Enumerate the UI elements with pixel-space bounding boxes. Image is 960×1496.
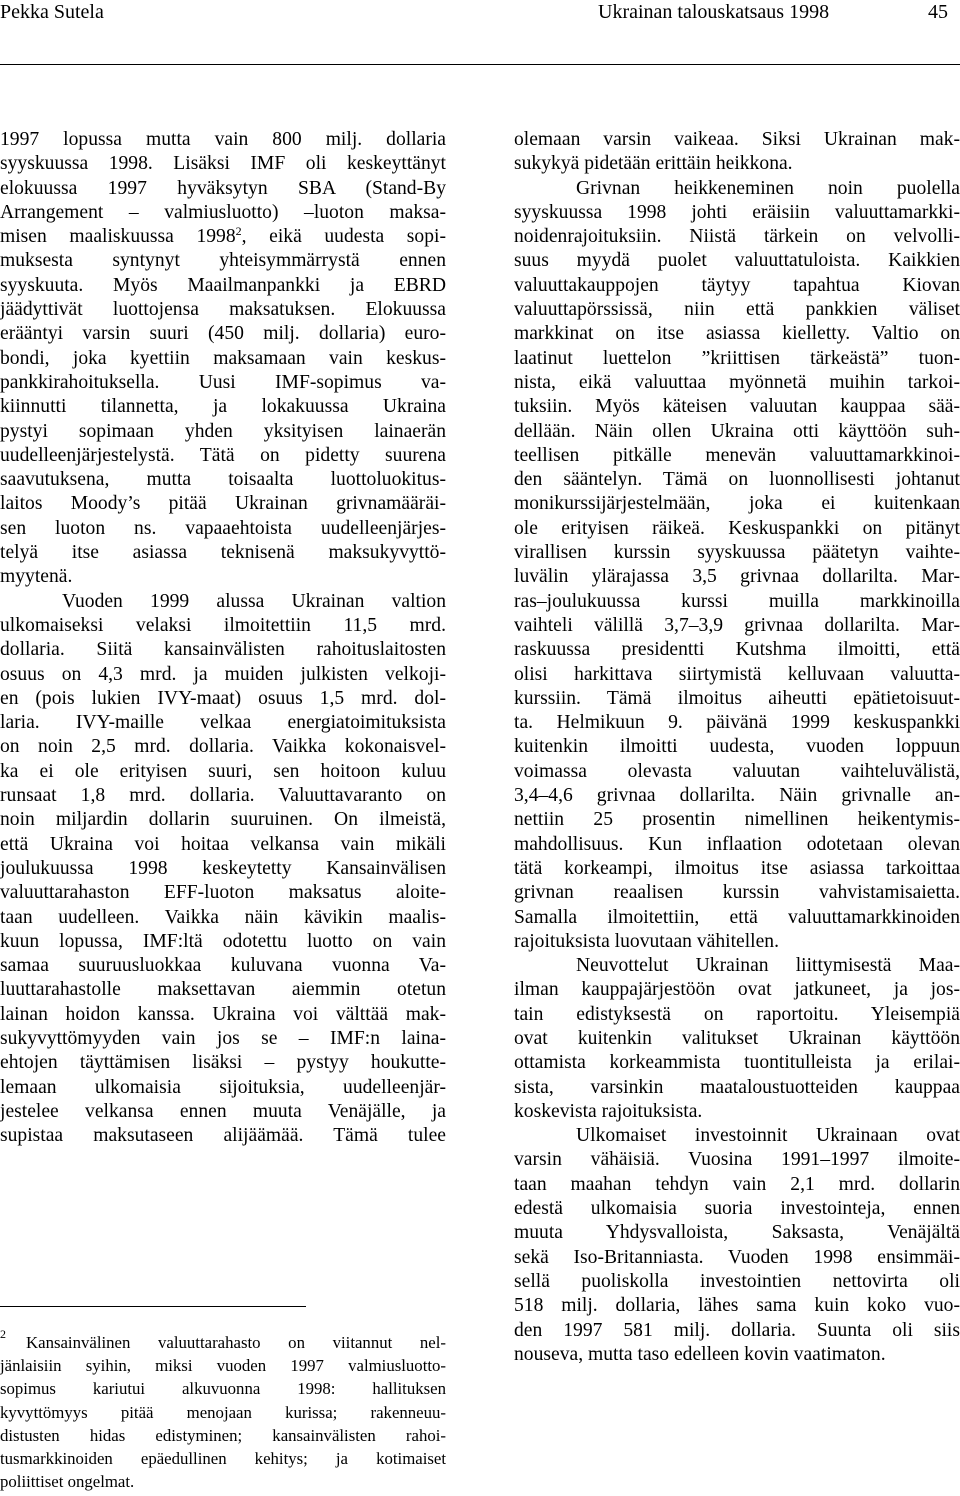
footnote-line: distusten hidas edistyminen; kansainvälisten rahoi- xyxy=(0,1425,446,1445)
text-line: ilman kauppajärjestöön ovat jatkuneet, ja jos- xyxy=(514,979,960,1001)
text-line: syyskuuta. Myös Maailmanpankki ja EBRD xyxy=(0,274,446,296)
text-line: noin miljardin dollarin suuruinen. On ilmeistä, xyxy=(0,809,446,831)
text-line: suus myydä puolet valuuttatuloista. Kaikkien xyxy=(514,250,960,272)
text-line: taan maahan tehdyn vain 2,1 mrd. dollarin xyxy=(514,1173,960,1195)
running-header xyxy=(0,0,960,24)
text-line: 1997 lopussa mutta vain 800 milj. dollaria xyxy=(0,129,446,150)
text-line: myytenä. xyxy=(0,566,73,588)
text-line: en (pois lukien IVY-maat) osuus 1,5 mrd. dol- xyxy=(0,687,446,709)
footnote-line: poliittiset ongelmat. xyxy=(0,1472,135,1492)
text-line: Ulkomaiset investoinnit Ukrainaan ovat xyxy=(576,1125,960,1147)
text-line: lemaan ulkomaisia sijoituksia, uudelleenjär- xyxy=(0,1076,446,1098)
text-line: erääntyi varsin suuri (450 milj. dollaria) euro- xyxy=(0,323,446,345)
text-line: raskuussa presidentti Kutshma ilmoitti, että xyxy=(514,639,960,661)
text-line: on noin 2,5 mrd. dollaria. Vaikka kokonaisvel- xyxy=(0,736,446,758)
text-line: osuus on 4,3 mrd. ja muiden julkisten velkoji- xyxy=(0,663,446,685)
text-line: jestelee velkansa ennen muuta Venäjälle, ja xyxy=(0,1100,446,1122)
text-line: lainan hoidon kanssa. Ukraina voi välttää mak- xyxy=(0,1003,446,1025)
page-number: 45 xyxy=(928,1,948,23)
text-line: valuuttarahaston EFF-luoton maksatus aloite- xyxy=(0,882,446,904)
text-line: koskevista rajoituksista. xyxy=(514,1100,703,1122)
footnote xyxy=(0,1331,446,1493)
text-line: tuksiin. Myös käteisen valuutan kauppaa sää- xyxy=(514,396,960,418)
footnote-line: sopimus kariutui alkuvuonna 1998: hallituksen xyxy=(0,1379,446,1399)
text-line: uudelleenjärjestelystä. Tätä on pidetty suurena xyxy=(0,444,446,466)
footnote-rule xyxy=(0,1306,306,1307)
text-line: sellä puoliskolla investointien nettovirta oli xyxy=(514,1270,960,1292)
text-line: elokuussa 1997 hyväksytyn SBA (Stand-By xyxy=(0,177,446,199)
text-line: edestä ulkomaisia suoria investointeja, ennen xyxy=(514,1198,960,1220)
text-line: supistaa maksutaseen alijäämää. Tämä tulee xyxy=(0,1125,446,1147)
text-line: pankkirahoituksella. Uusi IMF-sopimus va- xyxy=(0,371,446,393)
text-line: tätä korkeampi, ilmoitus itse asiassa tarkoittaa xyxy=(514,857,960,879)
text-line: syyskuussa 1998 johti eräisiin valuuttamarkki- xyxy=(514,201,960,223)
footnote-number: 2 xyxy=(0,1327,6,1341)
text-line: saavutuksena, mutta toisaalta luottoluokitus- xyxy=(0,469,446,491)
footnote-ref: 2 xyxy=(235,224,242,239)
text-line: tain edistyksestä on raportoitu. Yleisempiä xyxy=(514,1003,960,1025)
text-line: ulkomaiseksi velaksi ilmoitettiin 11,5 mrd. xyxy=(0,614,446,636)
text-line: sukyvyttömyyden vain jos se – IMF:n laina- xyxy=(0,1027,446,1049)
right-column xyxy=(514,128,960,1367)
footnote-line: kyvyttömyys pitää menojaan kurissa; rakenneuu- xyxy=(0,1402,446,1422)
text-line: varsin vähäisiä. Vuosina 1991–1997 ilmoite- xyxy=(514,1149,960,1171)
text-line: Neuvottelut Ukrainan liittymisestä Maa- xyxy=(576,955,960,977)
text-line: dellään. Näin ollen Ukraina otti käyttöön suh- xyxy=(514,420,960,442)
left-column xyxy=(0,128,446,1148)
text-line: laatinut luettelon ”kriittisen tärkeästä” tuon- xyxy=(514,347,960,369)
text-line-with-footnote-ref xyxy=(0,225,446,249)
text-line: pystyi sopimaan yhden yksityisen lainaerän xyxy=(0,420,446,442)
text-line: monikurssijärjestelmään, joka ei kuitenkaan xyxy=(514,493,960,515)
text-line: ovat kuitenkin valitukset Ukrainan käyttöön xyxy=(514,1027,960,1049)
text-fragment: misen maaliskuussa 1998 xyxy=(0,226,236,248)
text-line: ras–joulukuussa kurssi muilla markkinoilla xyxy=(514,590,960,612)
text-line: nista, eikä valuuttaa myönnetä muihin tarkoi- xyxy=(514,371,960,393)
text-line: olisi harkittava siirtymistä kelluvaan valuutta- xyxy=(514,663,960,685)
text-line: markkinat on itse asiassa kielletty. Valtio on xyxy=(514,323,960,345)
text-line: muuta Yhdysvalloista, Saksasta, Venäjältä xyxy=(514,1222,960,1244)
text-line: Vuoden 1999 alussa Ukrainan valtion xyxy=(62,590,446,612)
text-line: runsaat 1,8 mrd. dollaria. Valuuttavaranto on xyxy=(0,785,446,807)
text-line: 518 milj. dollaria, lähes sama kuin koko vuo- xyxy=(514,1295,960,1317)
text-line: että Ukraina voi hoitaa velkansa vain mikäli xyxy=(0,833,446,855)
footnote-line: tusmarkkinoiden epäedullinen kehitys; ja kotimaiset xyxy=(0,1448,446,1468)
text-line: laitos Moody’s pitää Ukrainan grivnamääräi- xyxy=(0,493,446,515)
text-line: den sääntelyn. Tämä on luonnollisesti johtanut xyxy=(514,469,960,491)
text-line: ottamista korkeammista tuontitulleista ja erilai- xyxy=(514,1052,960,1074)
text-line: ta. Helmikuun 9. päivänä 1999 keskuspankki xyxy=(514,712,960,734)
text-line: sekä Iso-Britanniasta. Vuoden 1998 ensimmäi- xyxy=(514,1246,960,1268)
text-line: syyskuussa 1998. Lisäksi IMF oli keskeyttänyt xyxy=(0,153,446,175)
text-line: joulukuussa 1998 keskeytetty Kansainvälisen xyxy=(0,857,446,879)
text-line: grivnan reaalisen kurssin vahvistamisaietta. xyxy=(514,882,960,904)
text-line: kuitenkin ilmoitti uudesta, vuoden loppuun xyxy=(514,736,960,758)
text-line: nettiin 25 prosentin nimellinen heikentymis- xyxy=(514,809,960,831)
text-line: luuttarahastolle maksettavan aiemmin otetun xyxy=(0,979,446,1001)
text-line: muksesta syntynyt yhteisymmärrystä ennen xyxy=(0,250,446,272)
text-line: olemaan varsin vaikeaa. Siksi Ukrainan mak- xyxy=(514,129,960,150)
text-line: valuuttakauppojen täytyy tapahtua Kiovan xyxy=(514,274,960,296)
text-line: sukykyä pidetään erittäin heikkona. xyxy=(514,153,793,175)
text-line: Arrangement – valmiusluotto) –luoton maksa- xyxy=(0,201,446,223)
text-line: noidenrajoituksiin. Niistä tärkein on velvolli- xyxy=(514,226,960,248)
text-line: laria. IVY-maille velkaa energiatoimituksista xyxy=(0,712,446,734)
text-line: jäädyttivät luottojensa maksatuksen. Elokuussa xyxy=(0,299,446,321)
footnote-line: jänlaisiin syihin, miksi vuoden 1997 valmiusluotto- xyxy=(0,1356,446,1376)
text-line: mahdollisuus. Kun inflaation odotetaan olevan xyxy=(514,833,960,855)
text-line: kuun lopussa, IMF:ltä odotettu luotto on vain xyxy=(0,930,446,952)
text-line: vaihteli välillä 3,7–3,9 grivnaa dollarilta. Mar- xyxy=(514,614,960,636)
header-author: Pekka Sutela xyxy=(0,1,104,23)
text-line: den 1997 581 milj. dollaria. Suunta oli siis xyxy=(514,1319,960,1341)
text-line: voimassa olevasta valuutan vaihteluvälistä, xyxy=(514,760,960,782)
footnote-line: Kansainvälinen valuuttarahasto on viitannut nel- xyxy=(26,1333,446,1352)
text-line: kiinnutti tilannetta, ja lokakuussa Ukraina xyxy=(0,396,446,418)
text-fragment: , eikä uudesta sopi- xyxy=(241,226,446,248)
header-title: Ukrainan talouskatsaus 1998 xyxy=(598,1,830,23)
text-line: teellisen pitkälle menevän valuuttamarkkinoi- xyxy=(514,444,960,466)
text-line: kurssiin. Tämä ilmoitus aiheutti epätietoisuut- xyxy=(514,687,960,709)
header-rule xyxy=(0,64,960,65)
text-line: Grivnan heikkeneminen noin puolella xyxy=(576,177,960,199)
text-line: ole erityisen räikeä. Keskuspankki on pitänyt xyxy=(514,517,960,539)
text-line: dollaria. Siitä kansainvälisten rahoituslaitosten xyxy=(0,639,446,661)
text-line: sista, varsinkin maataloustuotteiden kauppaa xyxy=(514,1076,960,1098)
text-line: sen luoton ns. vapaaehtoista uudelleenjärjes- xyxy=(0,517,446,539)
text-line: telyä itse asiassa teknisenä maksukyvyttö- xyxy=(0,542,446,564)
text-line: ehtojen täyttämisen lisäksi – pystyy houkutte- xyxy=(0,1052,446,1074)
text-line: nouseva, mutta taso edelleen kovin vaatimaton. xyxy=(514,1343,886,1365)
text-line: luvälin ylärajassa 3,5 grivnaa dollarilta. Mar- xyxy=(514,566,960,588)
text-line: 3,4–4,6 grivnaa dollarilta. Näin grivnalle an- xyxy=(514,785,960,807)
text-line: rajoituksista luovutaan vähitellen. xyxy=(514,930,779,952)
text-line: bondi, joka kyettiin maksamaan vain keskus- xyxy=(0,347,446,369)
text-line: Samalla ilmoitettiin, että valuuttamarkkinoiden xyxy=(514,906,960,928)
text-line: virallisen kurssin syyskuussa päätetyn vaihte- xyxy=(514,542,960,564)
text-line: samaa suuruusluokkaa kuluvana vuonna Va- xyxy=(0,955,446,977)
text-line: taan uudelleen. Vaikka näin kävikin maalis- xyxy=(0,906,446,928)
text-line: ka ei ole erityisen suuri, sen hoitoon kuluu xyxy=(0,760,446,782)
text-line: valuuttapörssissä, niin että pankkien väliset xyxy=(514,299,960,321)
